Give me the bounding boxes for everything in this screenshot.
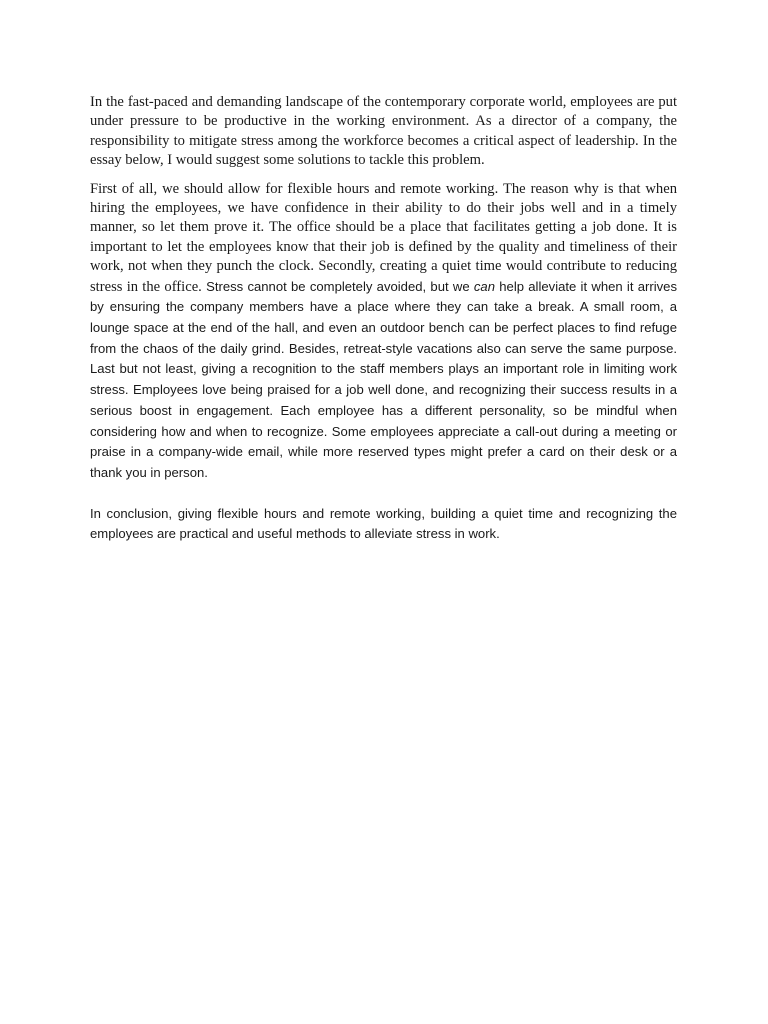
- document-page: [90, 93, 677, 545]
- body-paragraph-serif-text: First of all, we should allow for flexible hours and remote working. The reason why is that when hiring the employees, we have confidence in their ability to do their jobs well and in a timely manner, so let them prove it. The office should be a place that facilitates getting a job done. It is important to let the employees know that their job is defined by the quality and timeliness of their work, not when they punch the clock. Secondly, creating a quiet time would contribute to reducing stress in the office.: [90, 180, 677, 295]
- emphasis-can: can: [473, 278, 495, 294]
- body-paragraph: [90, 180, 677, 484]
- intro-paragraph: In the fast-paced and demanding landscape of the contemporary corporate world, employees are put under pressure to be productive in the working environment. As a director of a company, the responsibility to mitigate stress among the workforce becomes a critical aspect of leadership. In the essay below, I would suggest some solutions to tackle this problem.: [90, 94, 677, 169]
- conclusion-paragraph: In conclusion, giving flexible hours and remote working, building a quiet time and recognizing the employees are practical and useful methods to alleviate stress in work.: [90, 505, 677, 542]
- body-paragraph-sans-text-2: help alleviate it when it arrives by ensuring the company members have a place where they can take a break. A small room, a lounge space at the end of the hall, and even an outdoor bench can be perfect places to find refuge from the chaos of the daily grind. Besides, retreat-style vacations also can serve the same purpose. Last but not least, giving a recognition to the staff members plays an important role in limiting work stress. Employees love being praised for a job well done, and recognizing their success results in a serious boost in engagement. Each employee has a different personality, so be mindful when considering how and when to recognize. Some employees appreciate a call-out during a meeting or praise in a company-wide email, while more reserved types might prefer a card on their desk or a thank you in person.: [90, 278, 678, 480]
- body-paragraph-sans-text-1: Stress cannot be completely avoided, but we: [201, 278, 474, 294]
